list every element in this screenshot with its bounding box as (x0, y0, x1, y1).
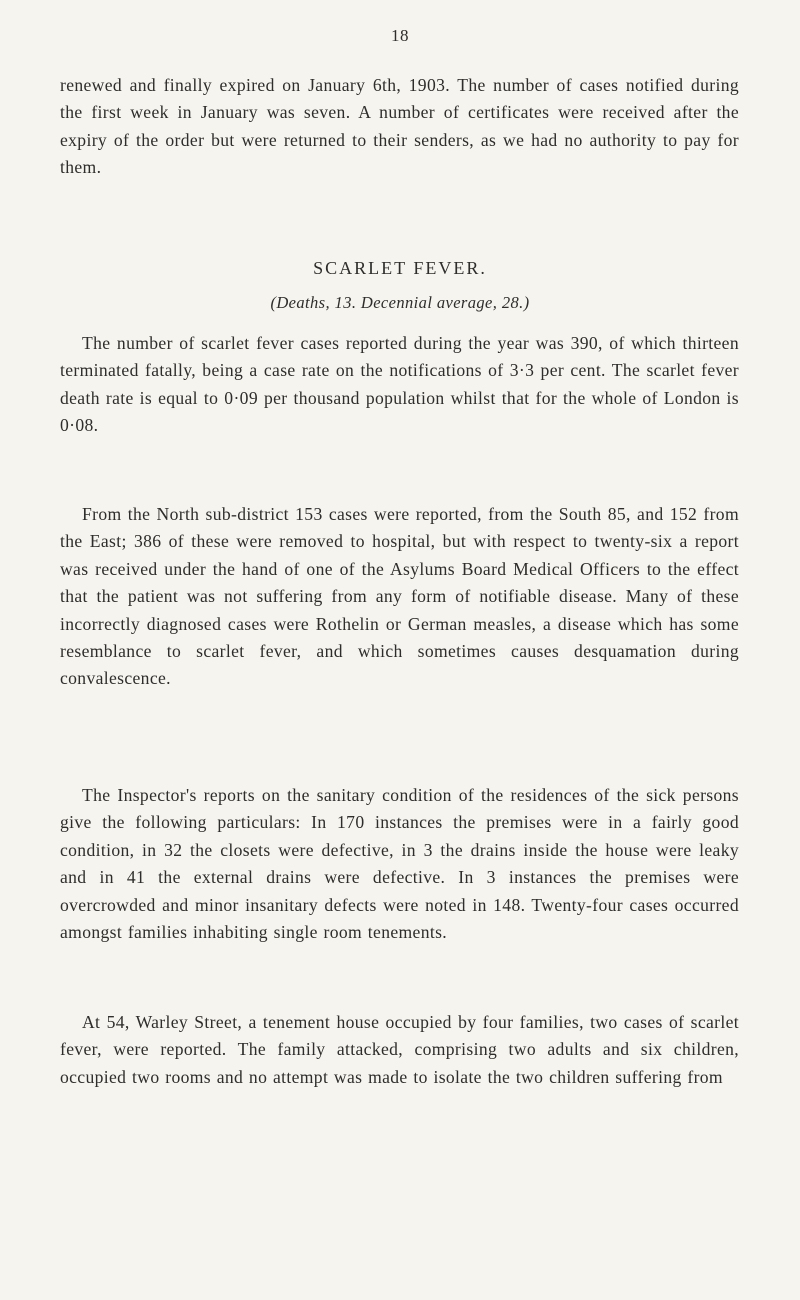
paragraph-case-rate: The number of scarlet fever cases reported during the year was 390, of which thirteen terminated fatally, being a case rate on the notifications of 3·3 per cent. The scarlet fever death rate is equal to 0·09 per thousand population whilst that for the whole of London is 0·08. (60, 333, 739, 436)
paragraph-inspector-reports: The Inspector's reports on the sanitary condition of the residences of the sick persons give the following particulars: In 170 instances the premises were in a fairly good condition, in 32 the closets were defective, in 3 the drains inside the house were leaky and in 41 the external drains were defective. In 3 instances the premises were overcrowded and minor insanitary defects were noted in 148. Twenty-four cases occurred amongst families inhabiting single room tenements. (60, 785, 739, 943)
paragraph-warley-street: At 54, Warley Street, a tenement house occupied by four families, two cases of scarlet fever, were reported. The family attacked, comprising two adults and six children, occupied two rooms and no attempt was made to isolate the two children suffering from (60, 1012, 739, 1087)
paragraph-continuation: renewed and finally expired on January 6th, 1903. The number of cases notified during the first week in January was seven. A number of certificates were received after the expiry of the order but were returned to their senders, as we had no authority to pay for them. (60, 75, 739, 178)
page-number: 18 (391, 26, 409, 45)
paragraph-sub-districts: From the North sub-district 153 cases were reported, from the South 85, and 152 from the East; 386 of these were removed to hospital, but with respect to twenty-six a report was received under the hand of one of the Asylums Board Medical Officers to the effect that the patient was not suffering from any form of notifiable disease. Many of these incorrectly diagnosed cases were Rothelin or German measles, a disease which has some resemblance to scarlet fever, and which sometimes causes desquamation during convalescence. (60, 504, 739, 689)
section-heading: SCARLET FEVER. (313, 258, 487, 278)
section-subheading: (Deaths, 13. Decennial average, 28.) (270, 293, 530, 312)
